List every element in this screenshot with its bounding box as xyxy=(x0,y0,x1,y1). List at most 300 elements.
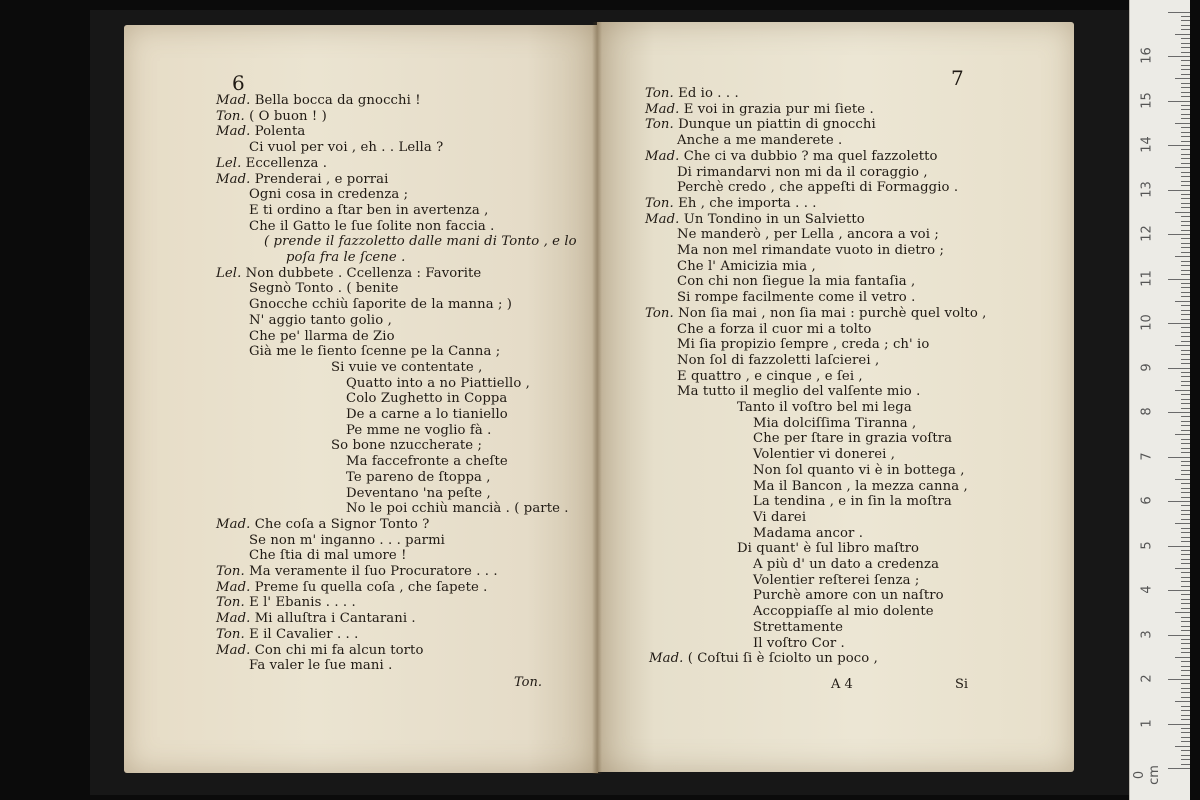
line-text: Eccellenza . xyxy=(245,155,328,171)
ruler-tick xyxy=(1175,657,1190,658)
ruler-tick xyxy=(1181,510,1190,511)
ruler-tick xyxy=(1181,675,1190,676)
ruler-label: 15 xyxy=(1139,91,1155,109)
text-line xyxy=(216,109,327,124)
line-text: Deventano 'na peſte , xyxy=(346,485,491,501)
ruler-tick xyxy=(1181,176,1190,177)
text-line xyxy=(216,564,498,579)
speaker-label: Mad. xyxy=(645,211,684,227)
ruler-tick xyxy=(1181,492,1190,493)
text-line xyxy=(249,219,494,234)
ruler-tick xyxy=(1181,643,1190,644)
line-text: A più d' un dato a credenza xyxy=(753,557,940,572)
ruler-tick xyxy=(1181,425,1190,426)
ruler-tick xyxy=(1181,741,1190,742)
left-page-number: 6 xyxy=(232,71,245,95)
ruler-tick xyxy=(1181,403,1190,404)
text-line xyxy=(249,313,392,328)
text-line xyxy=(216,93,421,108)
ruler-label: 7 xyxy=(1139,451,1155,461)
ruler-tick xyxy=(1181,74,1190,75)
ruler-tick xyxy=(1175,123,1190,124)
text-line xyxy=(677,369,863,384)
ruler-tick xyxy=(1181,132,1190,133)
speaker-label: Ton. xyxy=(645,117,679,133)
line-text: Ma faccefronte a cheſte xyxy=(346,454,508,470)
ruler-tick xyxy=(1181,127,1190,128)
line-text: Segnò Tonto . ( benite xyxy=(249,281,399,297)
text-line xyxy=(216,172,388,187)
ruler-tick xyxy=(1181,483,1190,484)
line-text: ( prende il fazzoletto dalle mani di Tonto , e lo xyxy=(264,234,577,250)
line-text: Eh , che importa . . . xyxy=(678,195,817,211)
text-line xyxy=(677,337,929,352)
line-text: Te pareno de ſtoppa , xyxy=(346,469,491,485)
speaker-label: Mad. xyxy=(216,611,255,627)
ruler-tick xyxy=(1181,559,1190,560)
ruler-tick xyxy=(1168,546,1190,547)
ruler-tick xyxy=(1181,87,1190,88)
text-line xyxy=(677,384,920,399)
ruler-tick xyxy=(1181,572,1190,573)
text-line xyxy=(264,234,577,249)
ruler-tick xyxy=(1181,617,1190,618)
text-line xyxy=(753,431,952,446)
text-line xyxy=(645,196,817,211)
text-line xyxy=(677,180,958,195)
ruler-label: 13 xyxy=(1139,180,1155,198)
line-text: Che l' Amicizia mia , xyxy=(677,258,816,274)
text-line xyxy=(249,658,392,673)
ruler-tick xyxy=(1175,568,1190,569)
speaker-label: Mad. xyxy=(216,93,255,108)
ruler-tick xyxy=(1181,65,1190,66)
text-line xyxy=(346,501,569,516)
speaker-label: Ton. xyxy=(216,108,250,124)
ruler-tick xyxy=(1181,528,1190,529)
ruler-tick xyxy=(1181,697,1190,698)
ruler-tick xyxy=(1181,38,1190,39)
line-text: Volentier vi donerei , xyxy=(753,447,896,463)
ruler-label: 16 xyxy=(1139,47,1155,64)
speaker-label: Mad. xyxy=(216,642,255,658)
text-line xyxy=(216,156,327,171)
ruler-tick xyxy=(1181,194,1190,195)
ruler-tick xyxy=(1181,43,1190,44)
line-text: Se non m' inganno . . . parmi xyxy=(249,532,445,548)
ruler-tick xyxy=(1181,341,1190,342)
text-line xyxy=(677,322,871,337)
line-text: Anche a me manderete . xyxy=(677,133,843,149)
line-text: De a carne a lo tianiello xyxy=(346,407,508,422)
line-text: Accoppiaſſe al mio dolente xyxy=(753,604,934,620)
ruler-tick xyxy=(1175,212,1190,213)
ruler-tick xyxy=(1181,443,1190,444)
ruler-tick xyxy=(1168,323,1190,324)
ruler-tick xyxy=(1181,52,1190,53)
ruler-tick xyxy=(1181,319,1190,320)
ruler-tick xyxy=(1181,465,1190,466)
line-text: Dunque un piattin di gnocchi xyxy=(678,117,876,133)
ruler-tick xyxy=(1181,532,1190,533)
ruler-tick xyxy=(1181,683,1190,684)
text-line xyxy=(249,281,399,296)
text-line xyxy=(677,227,939,242)
text-line xyxy=(645,306,986,321)
ruler-tick xyxy=(1181,203,1190,204)
ruler-tick xyxy=(1181,283,1190,284)
line-text: Mi ſia propizio ſempre , creda ; ch' io xyxy=(677,337,930,353)
ruler-tick xyxy=(1181,563,1190,564)
speaker-label: Ton. xyxy=(645,195,679,211)
ruler-tick xyxy=(1168,679,1190,680)
ruler-tick xyxy=(1181,149,1190,150)
line-text: Ma veramente il ſuo Procuratore . . . xyxy=(249,564,498,579)
ruler-tick xyxy=(1181,20,1190,21)
ruler-tick xyxy=(1181,243,1190,244)
line-text: Quatto into a no Piattiello , xyxy=(346,375,530,391)
ruler-tick xyxy=(1168,56,1190,57)
ruler-tick xyxy=(1181,185,1190,186)
measurement-ruler xyxy=(1129,0,1190,800)
text-line xyxy=(346,486,491,501)
line-text: Vi darei xyxy=(753,509,807,525)
text-line xyxy=(677,259,816,274)
line-text: Si rompe facilmente come il vetro . xyxy=(677,290,916,306)
text-line xyxy=(331,438,482,453)
text-line xyxy=(677,353,879,368)
text-line xyxy=(753,479,968,494)
ruler-tick xyxy=(1181,181,1190,182)
text-line xyxy=(249,344,500,359)
ruler-tick xyxy=(1181,759,1190,760)
ruler-tick xyxy=(1181,363,1190,364)
line-text: Che coſa a Signor Tonto ? xyxy=(254,516,430,532)
text-line xyxy=(753,604,934,619)
ruler-tick xyxy=(1181,452,1190,453)
ruler-tick xyxy=(1181,416,1190,417)
ruler-tick xyxy=(1181,96,1190,97)
ruler-tick xyxy=(1175,78,1190,79)
ruler-label: 2 xyxy=(1139,674,1155,683)
line-text: Con chi mi fa alcun torto xyxy=(254,642,424,658)
ruler-tick xyxy=(1181,750,1190,751)
text-line xyxy=(346,407,508,422)
line-text: Volentier reſterei ſenza ; xyxy=(753,572,920,588)
ruler-tick xyxy=(1181,265,1190,266)
ruler-tick xyxy=(1181,216,1190,217)
text-line xyxy=(737,541,919,556)
ruler-tick xyxy=(1181,394,1190,395)
line-text: Non ſol quanto vi è in bottega , xyxy=(753,462,965,478)
text-line xyxy=(753,510,806,525)
ruler-tick xyxy=(1181,661,1190,662)
line-text: Che il Gatto le ſue ſolite non faccia . xyxy=(249,218,495,234)
text-line xyxy=(753,573,919,588)
ruler-tick xyxy=(1181,296,1190,297)
text-line xyxy=(645,86,739,101)
text-line xyxy=(249,203,488,218)
speaker-label: Ton. xyxy=(216,564,250,579)
line-text: Si vuie ve contentate , xyxy=(331,359,483,375)
ruler-tick xyxy=(1181,577,1190,578)
ruler-tick xyxy=(1181,274,1190,275)
ruler-label: 1 xyxy=(1139,718,1155,728)
ruler-tick xyxy=(1175,701,1190,702)
ruler-tick xyxy=(1168,635,1190,636)
line-text: Purchè amore con un naſtro xyxy=(753,588,944,604)
ruler-tick xyxy=(1175,345,1190,346)
text-line xyxy=(753,588,944,603)
ruler-tick xyxy=(1181,764,1190,765)
text-line xyxy=(346,423,491,438)
text-line xyxy=(249,140,443,155)
text-line xyxy=(753,494,952,509)
ruler-tick xyxy=(1175,34,1190,35)
line-text: Non dubbete . Ccellenza : Favorite xyxy=(245,265,482,281)
ruler-tick xyxy=(1175,301,1190,302)
ruler-tick xyxy=(1181,230,1190,231)
text-line xyxy=(346,376,530,391)
text-line xyxy=(753,636,845,651)
text-line xyxy=(645,117,876,132)
text-line xyxy=(249,533,445,548)
line-text: No le poi cchiù mancià . ( parte . xyxy=(346,501,569,517)
line-text: E voi in grazia pur mi ſiete . xyxy=(683,101,874,117)
ruler-tick xyxy=(1181,114,1190,115)
ruler-tick xyxy=(1181,541,1190,542)
text-line xyxy=(249,187,408,202)
speaker-label: Mad. xyxy=(649,651,688,667)
ruler-tick xyxy=(1181,332,1190,333)
ruler-tick xyxy=(1181,314,1190,315)
ruler-tick xyxy=(1181,310,1190,311)
text-line xyxy=(286,250,405,265)
ruler-tick xyxy=(1181,715,1190,716)
ruler-tick xyxy=(1168,590,1190,591)
line-text: Prenderai , e porrai xyxy=(254,171,389,187)
ruler-tick xyxy=(1168,279,1190,280)
ruler-tick xyxy=(1181,737,1190,738)
text-line xyxy=(753,416,916,431)
ruler-tick xyxy=(1181,626,1190,627)
text-line xyxy=(216,643,423,658)
right-catchword: Si xyxy=(955,677,969,692)
text-line xyxy=(346,470,491,485)
text-line xyxy=(677,274,915,289)
right-page xyxy=(597,22,1074,772)
text-line xyxy=(677,165,928,180)
ruler-tick xyxy=(1175,434,1190,435)
ruler-tick xyxy=(1168,501,1190,502)
ruler-tick xyxy=(1181,608,1190,609)
ruler-tick xyxy=(1181,172,1190,173)
line-text: N' aggio tanto golio , xyxy=(249,312,392,328)
text-line xyxy=(249,297,512,312)
ruler-tick xyxy=(1181,69,1190,70)
ruler-tick xyxy=(1181,652,1190,653)
ruler-tick xyxy=(1181,537,1190,538)
left-page xyxy=(124,25,598,773)
line-text: E ti ordino a ſtar ben in avertenza , xyxy=(249,202,489,218)
ruler-tick xyxy=(1175,612,1190,613)
ruler-tick xyxy=(1181,336,1190,337)
text-line xyxy=(677,133,842,148)
line-text: Ne manderò , per Lella , ancora a voi ; xyxy=(677,227,939,243)
ruler-tick xyxy=(1168,190,1190,191)
ruler-tick xyxy=(1168,368,1190,369)
ruler-tick xyxy=(1181,550,1190,551)
line-text: Colo Zughetto in Coppa xyxy=(346,391,508,407)
speaker-label: Lel. xyxy=(216,155,246,171)
ruler-tick xyxy=(1168,234,1190,235)
ruler-tick xyxy=(1181,505,1190,506)
ruler-tick xyxy=(1181,109,1190,110)
ruler-tick xyxy=(1181,238,1190,239)
speaker-label: Ton. xyxy=(645,86,679,101)
text-line xyxy=(645,212,865,227)
text-line xyxy=(645,149,938,164)
ruler-tick xyxy=(1181,247,1190,248)
ruler-tick xyxy=(1181,376,1190,377)
ruler-tick xyxy=(1181,706,1190,707)
ruler-tick xyxy=(1181,421,1190,422)
line-text: Un Tondino in un Salvietto xyxy=(683,211,865,227)
ruler-tick xyxy=(1181,439,1190,440)
ruler-tick xyxy=(1181,270,1190,271)
ruler-tick xyxy=(1168,145,1190,146)
ruler-tick xyxy=(1181,448,1190,449)
line-text: Preme ſu quella coſa , che ſapete . xyxy=(254,579,488,595)
speaker-label: Ton. xyxy=(216,595,250,611)
ruler-tick xyxy=(1181,136,1190,137)
ruler-tick xyxy=(1181,47,1190,48)
ruler-tick xyxy=(1181,474,1190,475)
ruler-tick xyxy=(1181,514,1190,515)
line-text: Gnocche cchiù ſaporite de la manna ; ) xyxy=(249,297,513,313)
ruler-tick xyxy=(1181,603,1190,604)
ruler-tick xyxy=(1181,60,1190,61)
ruler-tick xyxy=(1181,198,1190,199)
ruler-tick xyxy=(1181,252,1190,253)
line-text: Madama ancor . xyxy=(753,525,863,541)
speaker-label: Ton. xyxy=(645,305,679,321)
ruler-tick xyxy=(1168,724,1190,725)
ruler-tick xyxy=(1175,746,1190,747)
book-gutter xyxy=(592,22,602,774)
line-text: Che ſtia di mal umore ! xyxy=(249,548,407,564)
ruler-label: 10 xyxy=(1139,314,1155,331)
line-text: Fa valer le ſue mani . xyxy=(249,658,393,674)
speaker-label: Ton. xyxy=(216,626,250,642)
line-text: Che a forza il cuor mi a tolto xyxy=(677,321,872,337)
line-text: So bone nzuccherate ; xyxy=(331,438,483,454)
ruler-tick xyxy=(1168,101,1190,102)
line-text: E il Cavalier . . . xyxy=(249,626,359,642)
ruler-tick xyxy=(1181,141,1190,142)
ruler-tick xyxy=(1175,479,1190,480)
line-text: Il voſtro Cor . xyxy=(753,635,845,651)
right-page-number: 7 xyxy=(951,66,964,90)
ruler-label: 9 xyxy=(1139,362,1155,372)
ruler-tick xyxy=(1181,648,1190,649)
text-line xyxy=(249,548,407,563)
text-line xyxy=(249,329,395,344)
ruler-tick xyxy=(1181,639,1190,640)
ruler-tick xyxy=(1175,390,1190,391)
ruler-tick xyxy=(1181,630,1190,631)
ruler-tick xyxy=(1181,470,1190,471)
ruler-label: 12 xyxy=(1139,225,1155,242)
ruler-tick xyxy=(1181,594,1190,595)
ruler-tick xyxy=(1181,688,1190,689)
text-line xyxy=(753,557,939,572)
ruler-tick xyxy=(1175,167,1190,168)
text-line xyxy=(753,447,895,462)
ruler-label: 8 xyxy=(1139,407,1155,416)
ruler-tick xyxy=(1175,256,1190,257)
ruler-tick xyxy=(1181,287,1190,288)
text-line xyxy=(216,627,358,642)
text-line xyxy=(677,243,944,258)
line-text: Ed io . . . xyxy=(678,86,739,101)
ruler-label: 5 xyxy=(1139,540,1155,550)
ruler-tick xyxy=(1181,105,1190,106)
line-text: Di rimandarvi non mi da il coraggio , xyxy=(677,164,928,180)
line-text: poſa fra le ſcene . xyxy=(286,250,406,265)
ruler-tick xyxy=(1168,412,1190,413)
ruler-tick xyxy=(1181,158,1190,159)
ruler-tick xyxy=(1181,586,1190,587)
ruler-tick xyxy=(1181,621,1190,622)
ruler-tick xyxy=(1181,354,1190,355)
line-text: Ma non mel rimandate vuoto in dietro ; xyxy=(677,243,945,258)
ruler-tick xyxy=(1181,163,1190,164)
ruler-tick xyxy=(1181,225,1190,226)
ruler-label: 14 xyxy=(1139,136,1155,153)
ruler-tick xyxy=(1181,497,1190,498)
ruler-tick xyxy=(1175,523,1190,524)
ruler-tick xyxy=(1181,92,1190,93)
ruler-tick xyxy=(1181,554,1190,555)
line-text: Mi alluſtra i Cantarani . xyxy=(254,611,416,627)
ruler-label: 4 xyxy=(1139,585,1155,594)
line-text: Bella bocca da gnocchi ! xyxy=(254,93,421,108)
text-line xyxy=(677,290,915,305)
line-text: ( O buon ! ) xyxy=(249,108,327,124)
speaker-label: Mad. xyxy=(216,124,255,140)
text-line xyxy=(645,102,874,117)
line-text: Perchè credo , che appeſti di Formaggio . xyxy=(677,180,959,196)
line-text: Che per ſtare in grazia voſtra xyxy=(753,431,953,447)
ruler-tick xyxy=(1181,16,1190,17)
ruler-tick xyxy=(1181,118,1190,119)
ruler-tick xyxy=(1181,261,1190,262)
ruler-tick xyxy=(1168,768,1190,769)
line-text: Tanto il voſtro bel mi lega xyxy=(737,400,912,415)
text-line xyxy=(737,400,912,415)
ruler-tick xyxy=(1181,581,1190,582)
ruler-tick xyxy=(1181,154,1190,155)
ruler-tick xyxy=(1181,207,1190,208)
ruler-tick xyxy=(1181,83,1190,84)
ruler-tick xyxy=(1181,350,1190,351)
left-catchword: Ton. xyxy=(514,675,542,690)
line-text: Mia dolciſſima Tiranna , xyxy=(753,415,917,431)
line-text: Di quant' è ſul libro maſtro xyxy=(737,541,920,557)
ruler-label: 11 xyxy=(1139,269,1155,287)
line-text: ( Coſtui ſi è ſciolto un poco , xyxy=(687,651,878,667)
